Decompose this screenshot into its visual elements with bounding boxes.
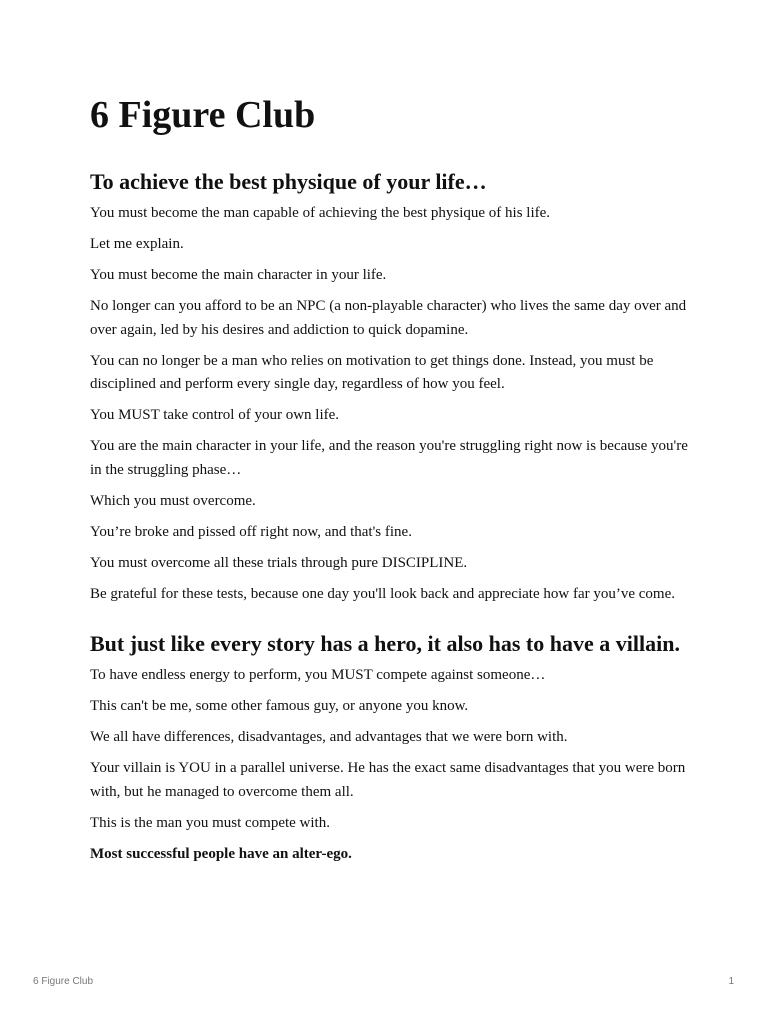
section-villain: [90, 630, 690, 874]
paragraph: To have endless energy to perform, you MUST compete against someone…: [90, 667, 546, 683]
paragraph-bold: Most successful people have an alter-ego.: [90, 845, 352, 862]
paragraph: No longer can you afford to be an NPC (a non-playable character) who lives the same day over and over again, led by his desires and addiction to quick dopamine.: [90, 298, 687, 338]
paragraph: You’re broke and pissed off right now, and that's fine.: [90, 523, 412, 540]
document-title: 6 Figure Club: [90, 94, 316, 136]
paragraph: You must overcome all these trials through pure DISCIPLINE.: [90, 554, 468, 571]
paragraph: You can no longer be a man who relies on motivation to get things done. Instead, you must be disciplined and perform every single day, regardless of how you feel.: [90, 352, 654, 392]
paragraph: You must become the main character in your life.: [90, 267, 387, 283]
paragraph: Your villain is YOU in a parallel universe. He has the exact same disadvantages that you were born with, but he managed to overcome them all.: [90, 760, 686, 800]
paragraph: We all have differences, disadvantages, and advantages that we were born with.: [90, 729, 568, 745]
paragraph: This can't be me, some other famous guy, or anyone you know.: [90, 698, 469, 714]
paragraph: You must become the man capable of achieving the best physique of his life.: [90, 205, 551, 221]
section-physique: [90, 168, 690, 614]
paragraph: You MUST take control of your own life.: [90, 407, 340, 423]
paragraph: This is the man you must compete with.: [90, 814, 330, 831]
paragraph: You are the main character in your life, and the reason you're struggling right now is because you're in the struggling phase…: [90, 438, 688, 478]
section-heading: But just like every story has a hero, it also has to have a villain.: [90, 631, 680, 656]
paragraph: Which you must overcome.: [90, 492, 256, 509]
footer-page-number: 1: [728, 976, 734, 987]
paragraph: Be grateful for these tests, because one day you'll look back and appreciate how far you’ve come.: [90, 585, 675, 602]
footer-document-title: 6 Figure Club: [33, 976, 94, 987]
section-heading: To achieve the best physique of your life…: [90, 169, 487, 194]
paragraph: Let me explain.: [90, 236, 184, 252]
